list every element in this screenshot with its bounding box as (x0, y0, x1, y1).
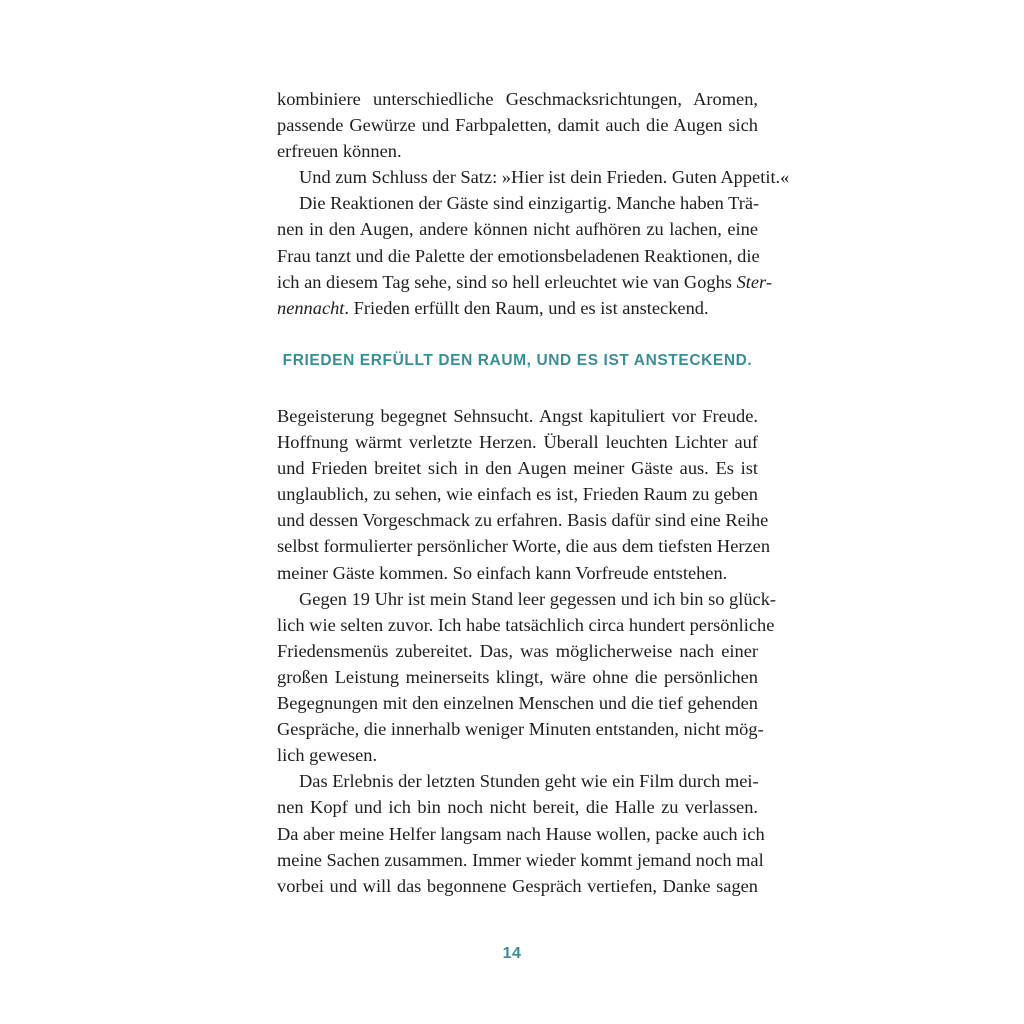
paragraph (277, 190, 772, 320)
text-block-top (277, 86, 790, 321)
paragraph (277, 586, 777, 769)
paragraph (277, 86, 758, 164)
text-line: kombiniere unterschiedliche Geschmacksrichtungen, Aromen, (277, 89, 758, 109)
text-line: erfreuen können. (277, 141, 402, 162)
text-line: Gegen 19 Uhr ist mein Stand leer gegessen und ich bin so glück- (299, 588, 777, 609)
text-line: vorbei und will das begonnene Gespräch vertiefen, Danke sagen (277, 875, 758, 896)
text-line: Und zum Schluss der Satz: »Hier ist dein Frieden. Guten Appetit.« (299, 167, 790, 188)
text-line: ich an diesem Tag sehe, sind so hell erleuchtet wie van Goghs Ster- (277, 271, 772, 292)
italic-title: nennacht (277, 297, 345, 318)
paragraph (277, 164, 790, 190)
pull-quote-heading: FRIEDEN ERFÜLLT DEN RAUM, UND ES IST ANSTECKEND. (282, 352, 753, 369)
text-line: unglaublich, zu sehen, wie einfach es ist, Frieden Raum zu geben (277, 484, 758, 505)
text-block-main (277, 403, 777, 899)
paragraph (277, 768, 765, 898)
page-number: 14 (502, 945, 522, 962)
text-line: Gespräche, die innerhalb weniger Minuten entstanden, nicht mög- (277, 719, 764, 740)
text-line: nen Kopf und ich bin noch nicht bereit, die Halle zu verlassen. (277, 797, 758, 818)
text-line: Das Erlebnis der letzten Stunden geht wie ein Film durch mei- (299, 771, 759, 792)
text-line: Begeisterung begegnet Sehnsucht. Angst kapituliert vor Freude. (277, 406, 758, 426)
text-line: Die Reaktionen der Gäste sind einzigartig. Manche haben Trä- (299, 193, 760, 214)
paragraph (277, 403, 771, 586)
text-line: selbst formulierter persönlicher Worte, die aus dem tiefsten Herzen (277, 536, 771, 557)
italic-title: Ster- (736, 271, 772, 292)
text-line: lich gewesen. (277, 745, 378, 766)
text-line: Hoffnung wärmt verletzte Herzen. Überall leuchten Lichter auf (277, 432, 758, 453)
text-line: großen Leistung meinerseits klingt, wäre ohne die persönlichen (277, 666, 758, 687)
text-line: Friedensmenüs zubereitet. Das, was möglicherweise nach einer (277, 640, 758, 661)
text-line: Da aber meine Helfer langsam nach Hause wollen, packe auch ich (277, 823, 765, 844)
text-line: und dessen Vorgeschmack zu erfahren. Basis dafür sind eine Reihe (277, 510, 769, 531)
text-line: Frau tanzt und die Palette der emotionsbeladenen Reaktionen, die (277, 245, 760, 266)
text-line: passende Gewürze und Farbpaletten, damit auch die Augen sich (277, 115, 758, 136)
text-line: lich wie selten zuvor. Ich habe tatsächlich circa hundert persönliche (277, 614, 775, 635)
text-line: nen in den Augen, andere können nicht aufhören zu lachen, eine (277, 219, 758, 240)
text-line: meiner Gäste kommen. So einfach kann Vorfreude entstehen. (277, 562, 728, 583)
text-line: und Frieden breitet sich in den Augen meiner Gäste aus. Es ist (277, 458, 758, 479)
text-line: nennacht. Frieden erfüllt den Raum, und es ist ansteckend. (277, 297, 709, 318)
text-line: meine Sachen zusammen. Immer wieder kommt jemand noch mal (277, 849, 764, 870)
text-line: Begegnungen mit den einzelnen Menschen und die tief gehenden (277, 693, 758, 714)
